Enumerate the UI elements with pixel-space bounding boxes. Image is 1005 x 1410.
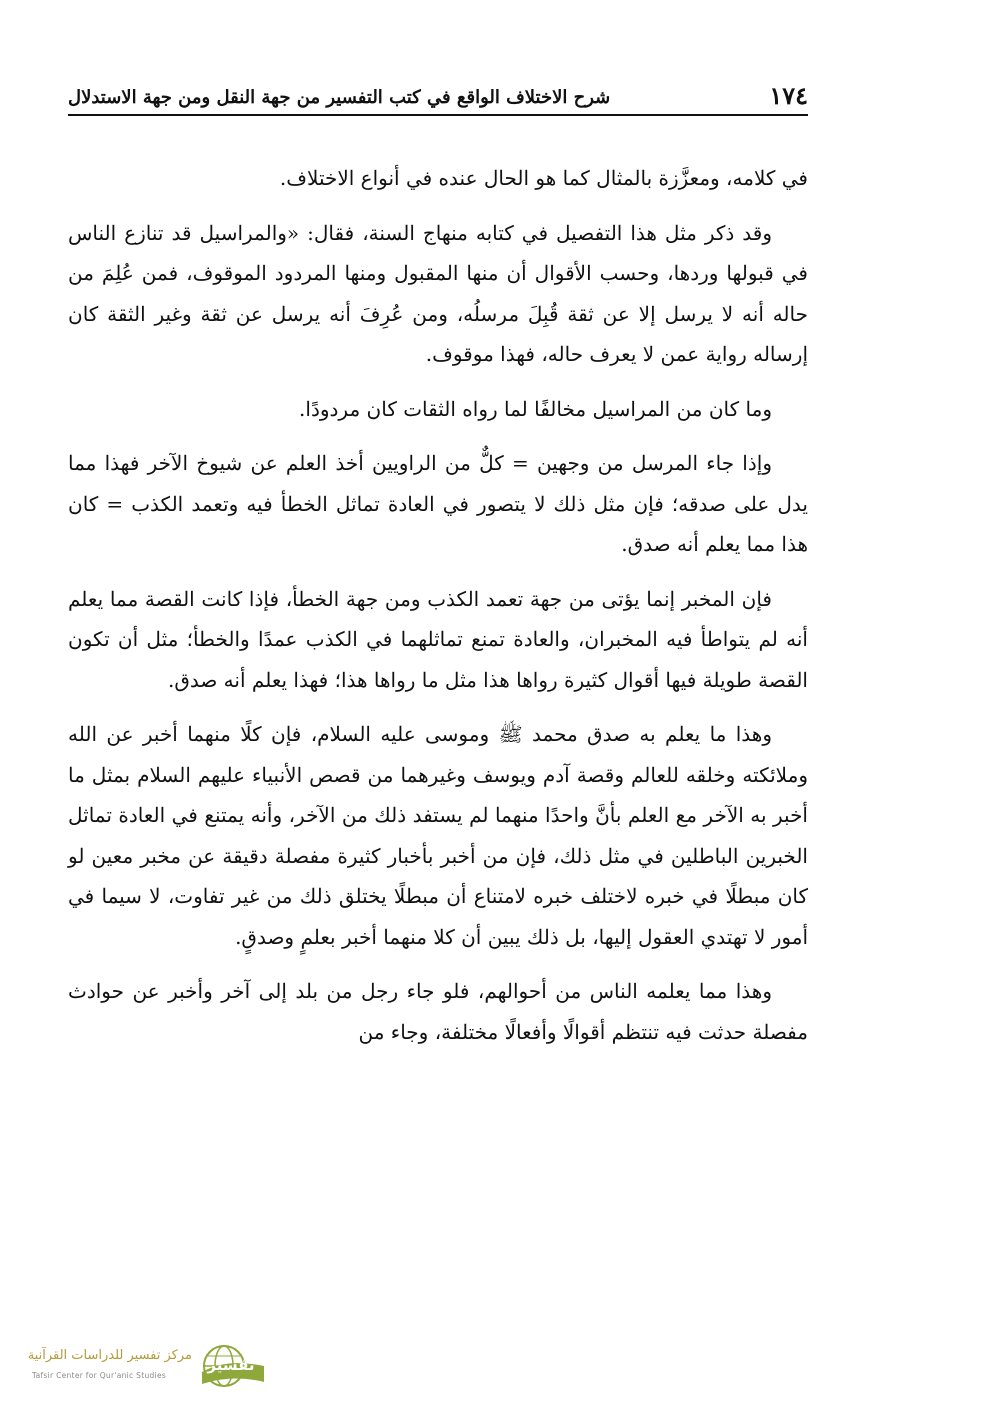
logo-name-arabic: مركز تفسير للدراسات القرآنية (27, 1348, 192, 1363)
paragraph: في كلامه، ومعزَّزة بالمثال كما هو الحال عنده في أنواع الاختلاف. (279, 166, 808, 190)
paragraph: وإذا جاء المرسل من وجهين = كلٌّ من الراويين أخذ العلم عن شيوخ الآخر فهذا مما يدل على صدقه؛ فإن مثل ذلك لا يتصور في العادة تماثل الخطأ فيه وتعمد الكذب = كان هذا مما يعلم أنه صدق. (68, 451, 808, 556)
paragraph: وهذا مما يعلمه الناس من أحوالهم، فلو جاء رجل من بلد إلى آخر وأخبر عن حوادث مفصلة حدثت فيه تنتظم أقوالًا وأفعالًا مختلفة، وجاء من (68, 979, 808, 1044)
page-header (68, 80, 808, 116)
logo-name-english: Tafsir Center for Qur'anic Studies (31, 1371, 167, 1380)
paragraph: وهذا ما يعلم به صدق محمد ﷺ وموسى عليه السلام، فإن كلًا منهما أخبر عن الله وملائكته وخلقه للعالم وقصة آدم ويوسف وغيرهما من قصص الأنبياء عليهم السلام بمثل ما أخبر به الآخر مع العلم بأنَّ واحدًا منهما لم يستفد ذلك من الآخر، وأنه يمتنع في العادة تماثل الخبرين الباطلين في مثل ذلك، فإن من أخبر بأخبار كثيرة مفصلة دقيقة عن مخبر معين لو كان مبطلًا في خبره لاختلف خبره لامتناع أن مبطلًا يختلق ذلك من غير تفاوت، لا سيما في أمور لا تهتدي العقول إليها، بل ذلك يبين أن كلا منهما أخبر بعلمٍ وصدقٍ. (68, 722, 808, 949)
body-text (68, 158, 808, 1066)
paragraph: فإن المخبر إنما يؤتى من جهة تعمد الكذب ومن جهة الخطأ، فإذا كانت القصة مما يعلم أنه لم يتواطأ فيه المخبران، والعادة تمنع تماثلهما في الكذب عمدًا والخطأ؛ مثل أن تكون القصة طويلة فيها أقوال كثيرة رواها هذا مثل ما رواها هذا؛ فهذا يعلم أنه صدق. (68, 586, 808, 692)
running-title: شرح الاختلاف الواقع في كتب التفسير من جهة النقل ومن جهة الاستدلال (68, 87, 611, 108)
logo-word: تفسير (207, 1356, 255, 1374)
publisher-logo (0, 1338, 270, 1394)
page-number: ١٧٤ (769, 81, 808, 110)
paragraph: وقد ذكر مثل هذا التفصيل في كتابه منهاج السنة، فقال: «والمراسيل قد تنازع الناس في قبولها وردها، وحسب الأقوال أن منها المقبول ومنها المردود الموقوف، فمن عُلِمَ من حاله أنه لا يرسل إلا عن ثقة قُبِلَ مرسلُه، ومن عُرِفَ أنه يرسل عن ثقة وغير الثقة كان إرساله رواية عمن لا يعرف حاله، فهذا موقوف. (68, 220, 808, 366)
paragraph: وما كان من المراسيل مخالفًا لما رواه الثقات كان مردودًا. (299, 396, 772, 421)
